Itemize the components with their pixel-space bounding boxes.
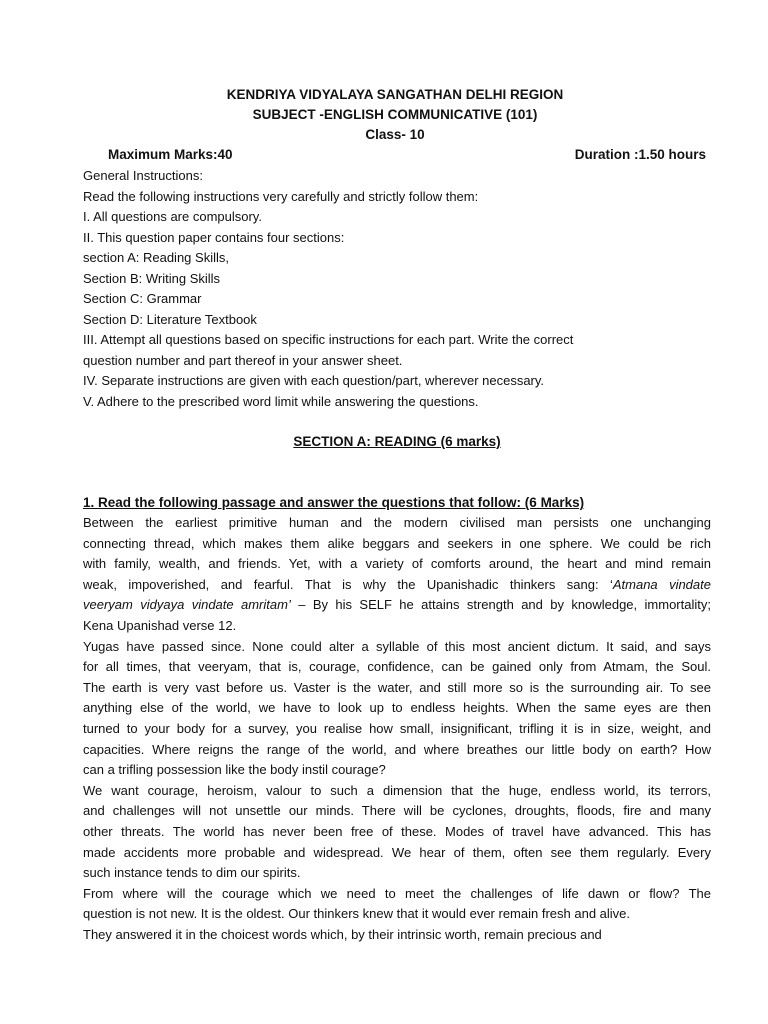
passage-text: weak, impoverished, and fearful. That is why the Upanishadic thinkers sang: ‘ [83,576,613,592]
passage-line: connecting thread, which makes them alike beggars and seekers in one sphere. We could be rich [83,535,711,551]
subject-title: SUBJECT -ENGLISH COMMUNICATIVE (101) [252,107,538,122]
passage-line: can a trifling possession like the body instil courage? [83,762,386,778]
instruction-line: I. All questions are compulsory. [83,209,262,224]
instruction-line: question number and part thereof in your answer sheet. [83,352,403,368]
passage-line: capacities. Where reigns the range of the world, and where breathes our little body on earth? How [83,741,711,757]
instruction-line: III. Attempt all questions based on specific instructions for each part. Write the correct [83,332,574,347]
passage-line [83,595,711,616]
instruction-line: IV. Separate instructions are given with each question/part, wherever necessary. [83,373,545,388]
passage-line: question is not new. It is the oldest. Our thinkers knew that it would ever remain fresh and alive. [83,906,631,922]
sanskrit-quote: veeryam vidyaya vindate amritam’ [83,597,291,613]
instruction-line: Section C: Grammar [83,291,202,306]
section-a-title: SECTION A: READING (6 marks) [293,434,501,449]
maximum-marks: Maximum Marks:40 [108,147,233,162]
instruction-line: Section B: Writing Skills [83,270,221,286]
sanskrit-quote: Atmana vindate [612,576,711,592]
reading-passage [83,513,711,945]
instruction-line: section A: Reading Skills, [83,250,229,265]
passage-line: turned to your body for a survey, you realise how small, insignificant, trifling it is in size, weight, and [83,720,711,736]
passage-line: for all times, that veeryam, that is, courage, confidence, can be gained only from Atmam, the Soul. [83,659,711,675]
passage-line: anything else of the world, we have to look up to endless heights. When the same eyes are then [83,700,711,716]
class-label: Class- 10 [365,127,425,142]
passage-line: We want courage, heroism, valour to such a dimension that the huge, endless world, its terrors, [83,782,711,798]
passage-line: From where will the courage which we need to meet the challenges of life dawn or flow? The [83,885,711,901]
passage-line: The earth is very vast before us. Vaster is the water, and still more so is the surrounding air. To see [83,679,711,695]
passage-line: and challenges will not unsettle our minds. There will be cyclones, droughts, floods, fire and many [83,803,711,819]
instruction-line: V. Adhere to the prescribed word limit while answering the questions. [83,393,479,409]
instruction-line: Section D: Literature Textbook [83,311,257,327]
passage-line: Yugas have passed since. None could alter a syllable of this most ancient dictum. It said, and says [83,638,711,654]
passage-line [83,575,711,596]
instruction-line: General Instructions: [83,168,203,183]
instruction-line: II. This question paper contains four sections: [83,229,345,245]
passage-text: – By his SELF he attains strength and by knowledge, immortality; [290,597,711,613]
passage-line: Kena Upanishad verse 12. [83,617,237,633]
passage-line: other threats. The world has never been free of these. Modes of travel have advanced. This has [83,823,711,839]
duration: Duration :1.50 hours [574,147,706,162]
school-title: KENDRIYA VIDYALAYA SANGATHAN DELHI REGION [226,87,564,102]
passage-line: such instance tends to dim our spirits. [83,865,301,881]
general-instructions [83,166,723,412]
question-1-title: 1. Read the following passage and answer the questions that follow: (6 Marks) [83,495,585,510]
instruction-line: Read the following instructions very carefully and strictly follow them: [83,188,479,204]
passage-line: They answered it in the choicest words which, by their intrinsic worth, remain precious and [83,926,602,942]
passage-line: made accidents more probable and widespread. We hear of them, often see them regularly. Every [83,844,711,860]
passage-line: with family, wealth, and friends. Yet, with a variety of comforts around, the heart and mind remain [83,556,711,572]
passage-line: Between the earliest primitive human and the modern civilised man persists one unchanging [83,515,711,530]
